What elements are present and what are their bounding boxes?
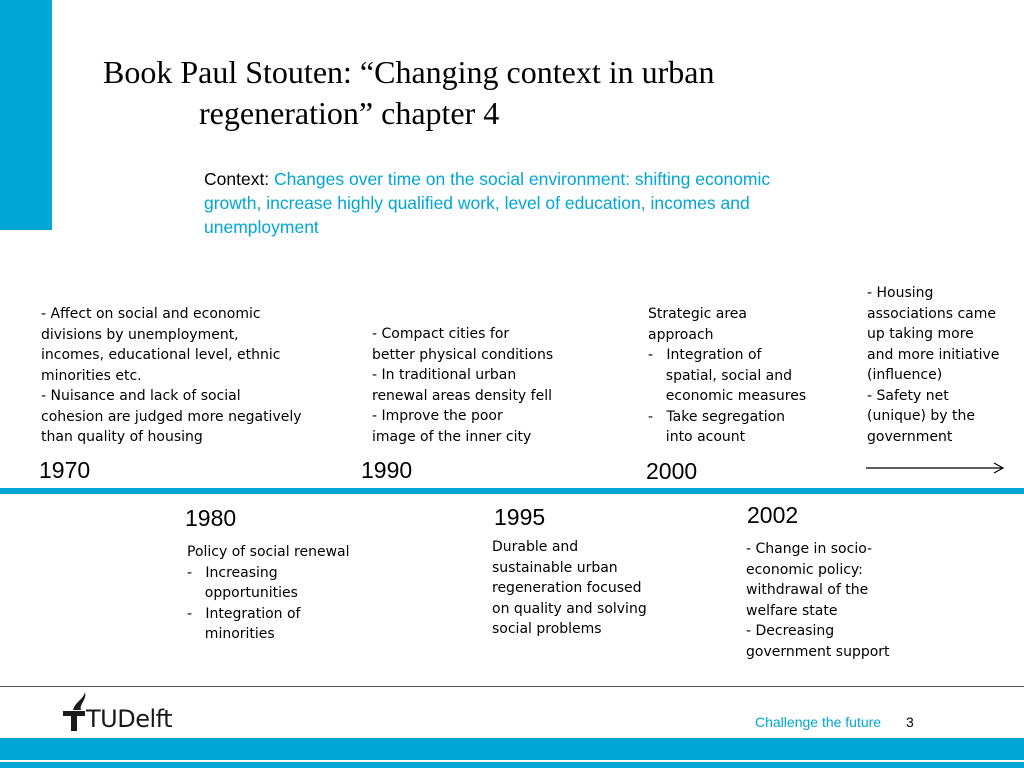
year-2000: 2000 (646, 458, 698, 484)
title-line-2: regeneration” chapter 4 (199, 95, 500, 131)
slide-title (103, 52, 963, 134)
context-text: Changes over time on the social environment: shifting economic growth, increase highly qualified work, level of education, incomes and unemployment (204, 169, 771, 237)
timeline-line (0, 488, 1024, 494)
year-1980: 1980 (185, 505, 237, 531)
footer-stripe (0, 760, 1024, 762)
corner-accent-bar (0, 0, 52, 230)
note-1980: Policy of social renewal - Increasing opportunities - Integration of minorities (187, 544, 350, 642)
year-1990: 1990 (361, 457, 413, 483)
year-2002: 2002 (747, 502, 799, 528)
arrow-right-icon (866, 460, 1006, 476)
note-2002-plus: - Housing associations came up taking more and more initiative (influence) - Safety net (unique) by the government (867, 285, 1000, 445)
footer-divider (0, 686, 1024, 687)
footer-tagline: Challenge the future (755, 714, 882, 730)
note-1990: - Compact cities for better physical conditions - In traditional urban renewal areas density fell - Improve the poor image of the inner city (372, 326, 554, 445)
note-1995: Durable and sustainable urban regeneration focused on quality and solving social problems (492, 539, 647, 637)
year-1995: 1995 (494, 504, 546, 530)
tu-delft-logo: TUDelft (86, 705, 173, 733)
title-line-1: Book Paul Stouten: “Changing context in urban (103, 54, 715, 90)
page-number: 3 (906, 714, 914, 730)
note-2002: - Change in socio- economic policy: withdrawal of the welfare state - Decreasing government support (746, 541, 890, 660)
context-label: Context: (204, 169, 275, 189)
note-1970: - Affect on social and economic divisions by unemployment, incomes, educational level, ethnic minorities etc. - Nuisance and lack of social cohesion are judged more negatively than quality of housing (41, 306, 302, 445)
note-2000: Strategic area approach - Integration of spatial, social and economic measures - Take segregation into acount (648, 306, 807, 445)
year-1970: 1970 (39, 457, 91, 483)
footer-band (0, 738, 1024, 768)
context-paragraph (204, 167, 814, 239)
